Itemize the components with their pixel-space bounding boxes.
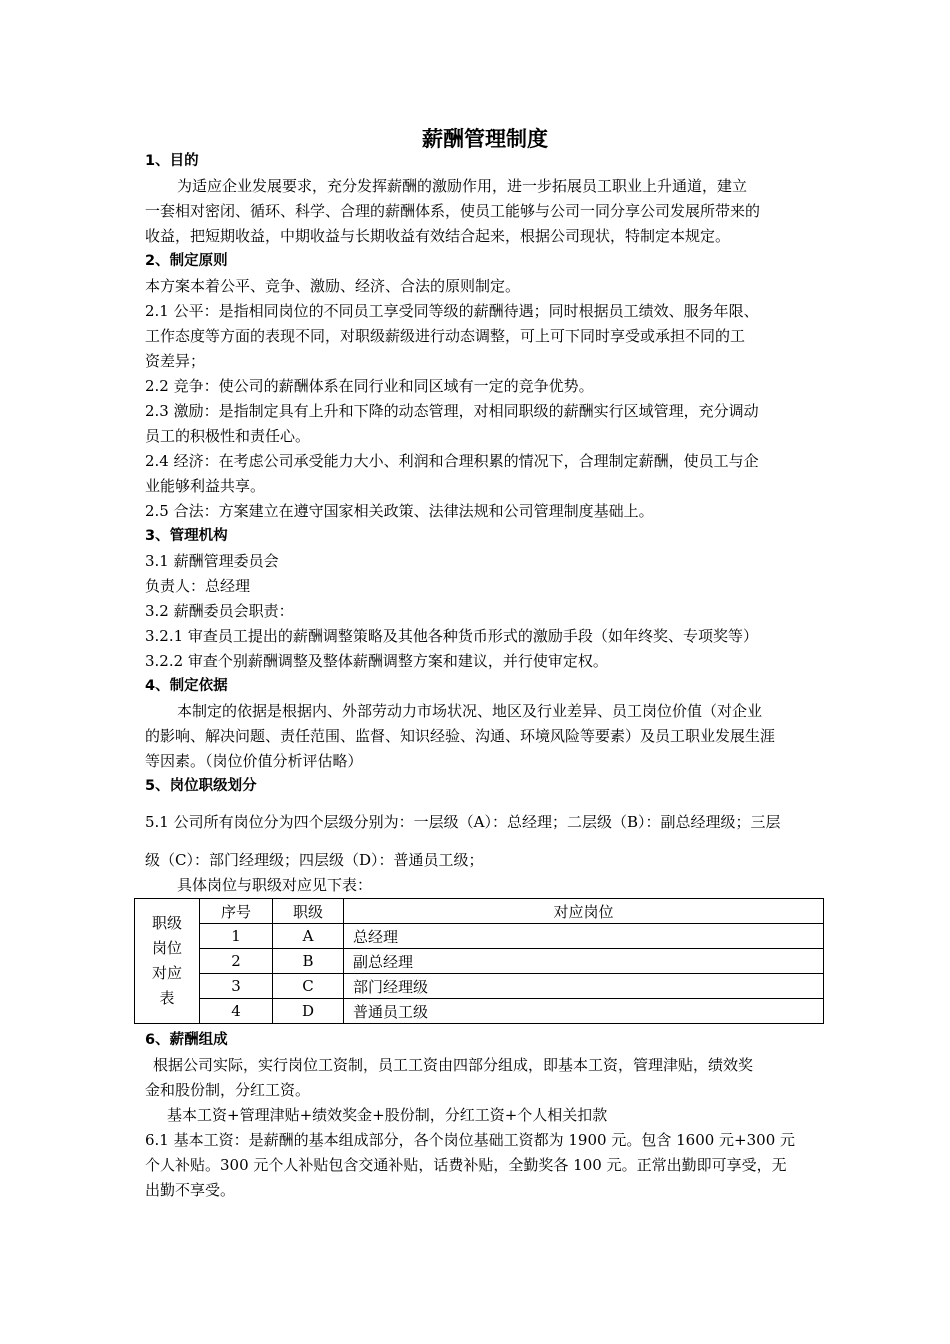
section-heading-principles: 2、制定原则 bbox=[145, 253, 228, 269]
cell-position: 普通员工级 bbox=[344, 999, 824, 1024]
paragraph-line: 等因素。（岗位价值分析评估略） bbox=[145, 752, 363, 770]
cell-grade: A bbox=[273, 924, 344, 949]
paragraph-line: 业能够利益共享。 bbox=[145, 477, 266, 495]
side-label-part: 职级 bbox=[151, 914, 182, 932]
table-row bbox=[135, 974, 824, 999]
cell-position: 副总经理 bbox=[344, 949, 824, 974]
paragraph-line: 2.4 经济：在考虑公司承受能力大小、利润和合理积累的情况下，合理制定薪酬，使员工与企 bbox=[145, 452, 759, 470]
paragraph-line: 本制定的依据是根据内、外部劳动力市场状况、地区及行业差异、员工岗位价值（对企业 bbox=[177, 702, 763, 720]
paragraph-line: 个人补贴。300 元个人补贴包含交通补贴，话费补贴，全勤奖各 100 元。正常出勤即可享受，无 bbox=[145, 1156, 787, 1174]
column-header-seq: 序号 bbox=[200, 899, 273, 924]
cell-seq: 1 bbox=[200, 924, 273, 949]
paragraph-line: 工作态度等方面的表现不同，对职级薪级进行动态调整，可上可下同时享受或承担不同的工 bbox=[145, 327, 746, 345]
side-label-part: 岗位 bbox=[151, 939, 182, 957]
section-heading-purpose: 1、目的 bbox=[145, 153, 199, 169]
paragraph-line: 金和股份制，分红工资。 bbox=[145, 1081, 311, 1099]
paragraph-line: 2.2 竞争：使公司的薪酬体系在同行业和同区域有一定的竞争优势。 bbox=[145, 377, 594, 395]
cell-grade: C bbox=[273, 974, 344, 999]
paragraph-line: 6.1 基本工资：是薪酬的基本组成部分，各个岗位基础工资都为 1900 元。包含 1600 元+300 元 bbox=[145, 1131, 796, 1149]
paragraph-line: 收益，把短期收益，中期收益与长期收益有效结合起来，根据公司现状，特制定本规定。 bbox=[145, 227, 731, 245]
section-heading-grades: 5、岗位职级划分 bbox=[145, 778, 257, 794]
paragraph-line: 负责人：总经理 bbox=[145, 577, 251, 595]
paragraph-line: 的影响、解决问题、责任范围、监督、知识经验、沟通、环境风险等要素）及员工职业发展生涯 bbox=[145, 727, 776, 745]
paragraph-line: 3.2 薪酬委员会职责： bbox=[145, 602, 294, 620]
paragraph-line: 3.2.2 审查个别薪酬调整及整体薪酬调整方案和建议，并行使审定权。 bbox=[145, 652, 608, 670]
paragraph-line: 一套相对密闭、循环、科学、合理的薪酬体系，使员工能够与公司一同分享公司发展所带来的 bbox=[145, 202, 761, 220]
column-header-grade: 职级 bbox=[273, 899, 344, 924]
cell-grade: D bbox=[273, 999, 344, 1024]
table-header-row bbox=[135, 899, 824, 924]
grade-position-table bbox=[134, 898, 824, 1024]
paragraph-line: 出勤不享受。 bbox=[145, 1181, 236, 1199]
side-label-part: 表 bbox=[159, 989, 175, 1007]
table-row bbox=[135, 924, 824, 949]
table-row bbox=[135, 949, 824, 974]
paragraph-line: 基本工资+管理津贴+绩效奖金+股份制，分红工资+个人相关扣款 bbox=[167, 1106, 608, 1124]
table-row bbox=[135, 999, 824, 1024]
paragraph-line: 根据公司实际，实行岗位工资制，员工工资由四部分组成，即基本工资，管理津贴，绩效奖 bbox=[153, 1056, 754, 1074]
cell-grade: B bbox=[273, 949, 344, 974]
cell-position: 总经理 bbox=[344, 924, 824, 949]
table-side-label bbox=[135, 899, 200, 1024]
paragraph-line: 具体岗位与职级对应见下表： bbox=[177, 876, 373, 894]
paragraph-line: 5.1 公司所有岗位分为四个层级分别为：一层级（A）：总经理；二层级（B）：副总经理级；三层 bbox=[145, 813, 781, 831]
column-header-position: 对应岗位 bbox=[344, 899, 824, 924]
cell-seq: 4 bbox=[200, 999, 273, 1024]
section-heading-composition: 6、薪酬组成 bbox=[145, 1032, 228, 1048]
paragraph-line: 2.5 合法：方案建立在遵守国家相关政策、法律法规和公司管理制度基础上。 bbox=[145, 502, 654, 520]
paragraph-line: 3.2.1 审查员工提出的薪酬调整策略及其他各种货币形式的激励手段（如年终奖、专项奖等） bbox=[145, 627, 758, 645]
cell-seq: 3 bbox=[200, 974, 273, 999]
cell-position: 部门经理级 bbox=[344, 974, 824, 999]
paragraph-line: 级（C）：部门经理级；四层级（D）：普通员工级； bbox=[145, 851, 484, 869]
paragraph-line: 2.3 激励：是指制定具有上升和下降的动态管理，对相同职级的薪酬实行区域管理，充分调动 bbox=[145, 402, 759, 420]
document-title: 薪酬管理制度 bbox=[422, 127, 548, 151]
section-heading-basis: 4、制定依据 bbox=[145, 678, 228, 694]
paragraph-line: 为适应企业发展要求，充分发挥薪酬的激励作用，进一步拓展员工职业上升通道，建立 bbox=[177, 177, 748, 195]
cell-seq: 2 bbox=[200, 949, 273, 974]
paragraph-line: 资差异； bbox=[145, 352, 206, 370]
paragraph-line: 员工的积极性和责任心。 bbox=[145, 427, 311, 445]
paragraph-line: 本方案本着公平、竞争、激励、经济、合法的原则制定。 bbox=[145, 277, 521, 295]
side-label-part: 对应 bbox=[151, 964, 182, 982]
paragraph-line: 2.1 公平：是指相同岗位的不同员工享受同等级的薪酬待遇；同时根据员工绩效、服务年限、 bbox=[145, 302, 759, 320]
section-heading-management: 3、管理机构 bbox=[145, 528, 228, 544]
paragraph-line: 3.1 薪酬管理委员会 bbox=[145, 552, 279, 570]
